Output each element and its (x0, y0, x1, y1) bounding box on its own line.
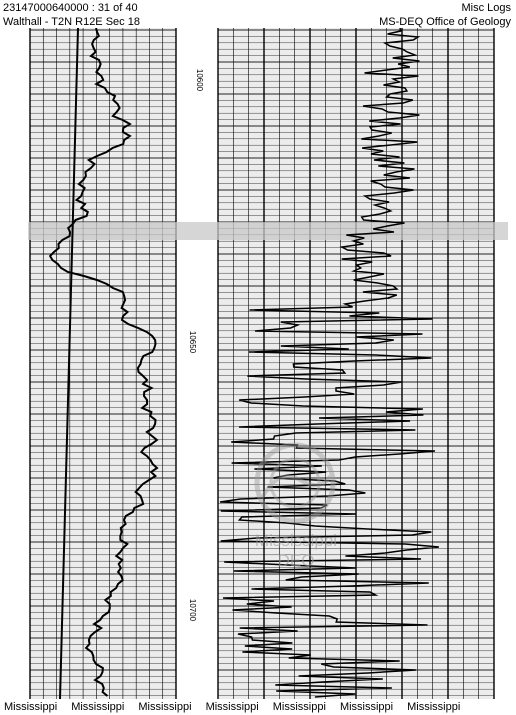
api-page-label: 23147000640000 : 31 of 40 (3, 2, 138, 14)
scan-shade-band (28, 222, 508, 240)
watermark-line-2: DEQ (277, 551, 315, 570)
footer-watermark-strip (0, 699, 516, 715)
location-label: Walthall - T2N R12E Sec 18 (3, 16, 140, 28)
depth-label-10650: 10650 (188, 330, 197, 354)
footer-item: Mississippi (407, 701, 461, 713)
footer-item: Mississippi (272, 701, 326, 713)
depth-label-10600: 10600 (195, 68, 204, 92)
footer-item: Mississippi (71, 701, 125, 713)
log-type-label: Misc Logs (461, 2, 511, 14)
footer-item: Mississippi (4, 701, 58, 713)
left-log-track (30, 28, 176, 699)
footer-item: Mississippi (138, 701, 192, 713)
depth-label-10700: 10700 (188, 598, 197, 622)
watermark-line-1: Mississippi (254, 531, 338, 550)
right-log-track (218, 28, 494, 699)
agency-label: MS-DEQ Office of Geology (379, 16, 511, 28)
footer-item: Mississippi (205, 701, 259, 713)
footer-item: Mississippi (339, 701, 394, 713)
well-log-scan (0, 28, 516, 699)
